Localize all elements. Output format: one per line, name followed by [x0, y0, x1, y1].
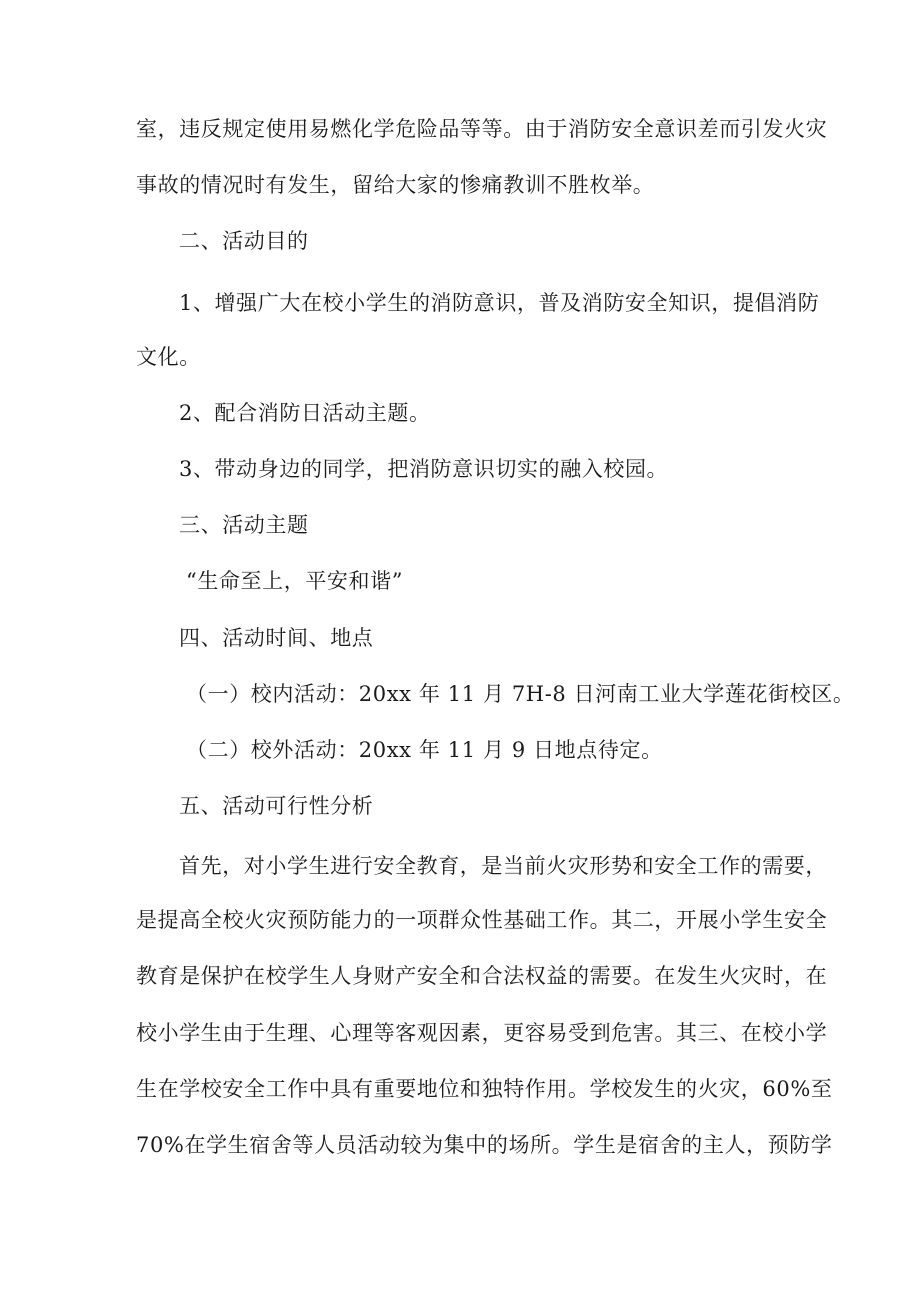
paragraph-line: 是提高全校火灾预防能力的一项群众性基础工作。其二，开展小学生安全: [136, 908, 828, 932]
paragraph-continuation-line: 事故的情况时有发生，留给大家的惨痛教训不胜枚举。: [136, 173, 655, 197]
theme-quote: “生命至上，平安和谐”: [186, 569, 404, 593]
paragraph-continuation-line: 室，违反规定使用易燃化学危险品等等。由于消防安全意识差而引发火灾: [136, 117, 828, 141]
paragraph-line: 教育是保护在校学生人身财产安全和合法权益的需要。在发生火灾时，在: [136, 964, 828, 988]
list-item-continuation: 文化。: [136, 345, 201, 369]
section-heading: 五、活动可行性分析: [179, 794, 374, 818]
section-heading: 三、活动主题: [179, 513, 309, 537]
paragraph-line: 生在学校安全工作中具有重要地位和独特作用。学校发生的火灾，60%至: [136, 1077, 833, 1101]
section-heading: 四、活动时间、地点: [179, 626, 374, 650]
paragraph-line: 首先，对小学生进行安全教育，是当前火灾形势和安全工作的需要，: [179, 854, 827, 878]
paragraph-line: 70%在学生宿舍等人员活动较为集中的场所。学生是宿舍的主人，预防学: [136, 1133, 833, 1157]
list-item: 1、增强广大在校小学生的消防意识，普及消防安全知识，提倡消防: [179, 291, 820, 315]
paragraph-line: 校小学生由于生理、心理等客观因素，更容易受到危害。其三、在校小学: [136, 1021, 828, 1045]
section-heading: 二、活动目的: [179, 229, 309, 253]
list-item: 2、配合消防日活动主题。: [179, 401, 431, 425]
list-item: 3、带动身边的同学，把消防意识切实的融入校园。: [179, 457, 669, 481]
list-item: （一）校内活动：20xx 年 11 月 7H-8 日河南工业大学莲花街校区。: [186, 682, 855, 706]
list-item: （二）校外活动：20xx 年 11 月 9 日地点待定。: [186, 738, 663, 762]
